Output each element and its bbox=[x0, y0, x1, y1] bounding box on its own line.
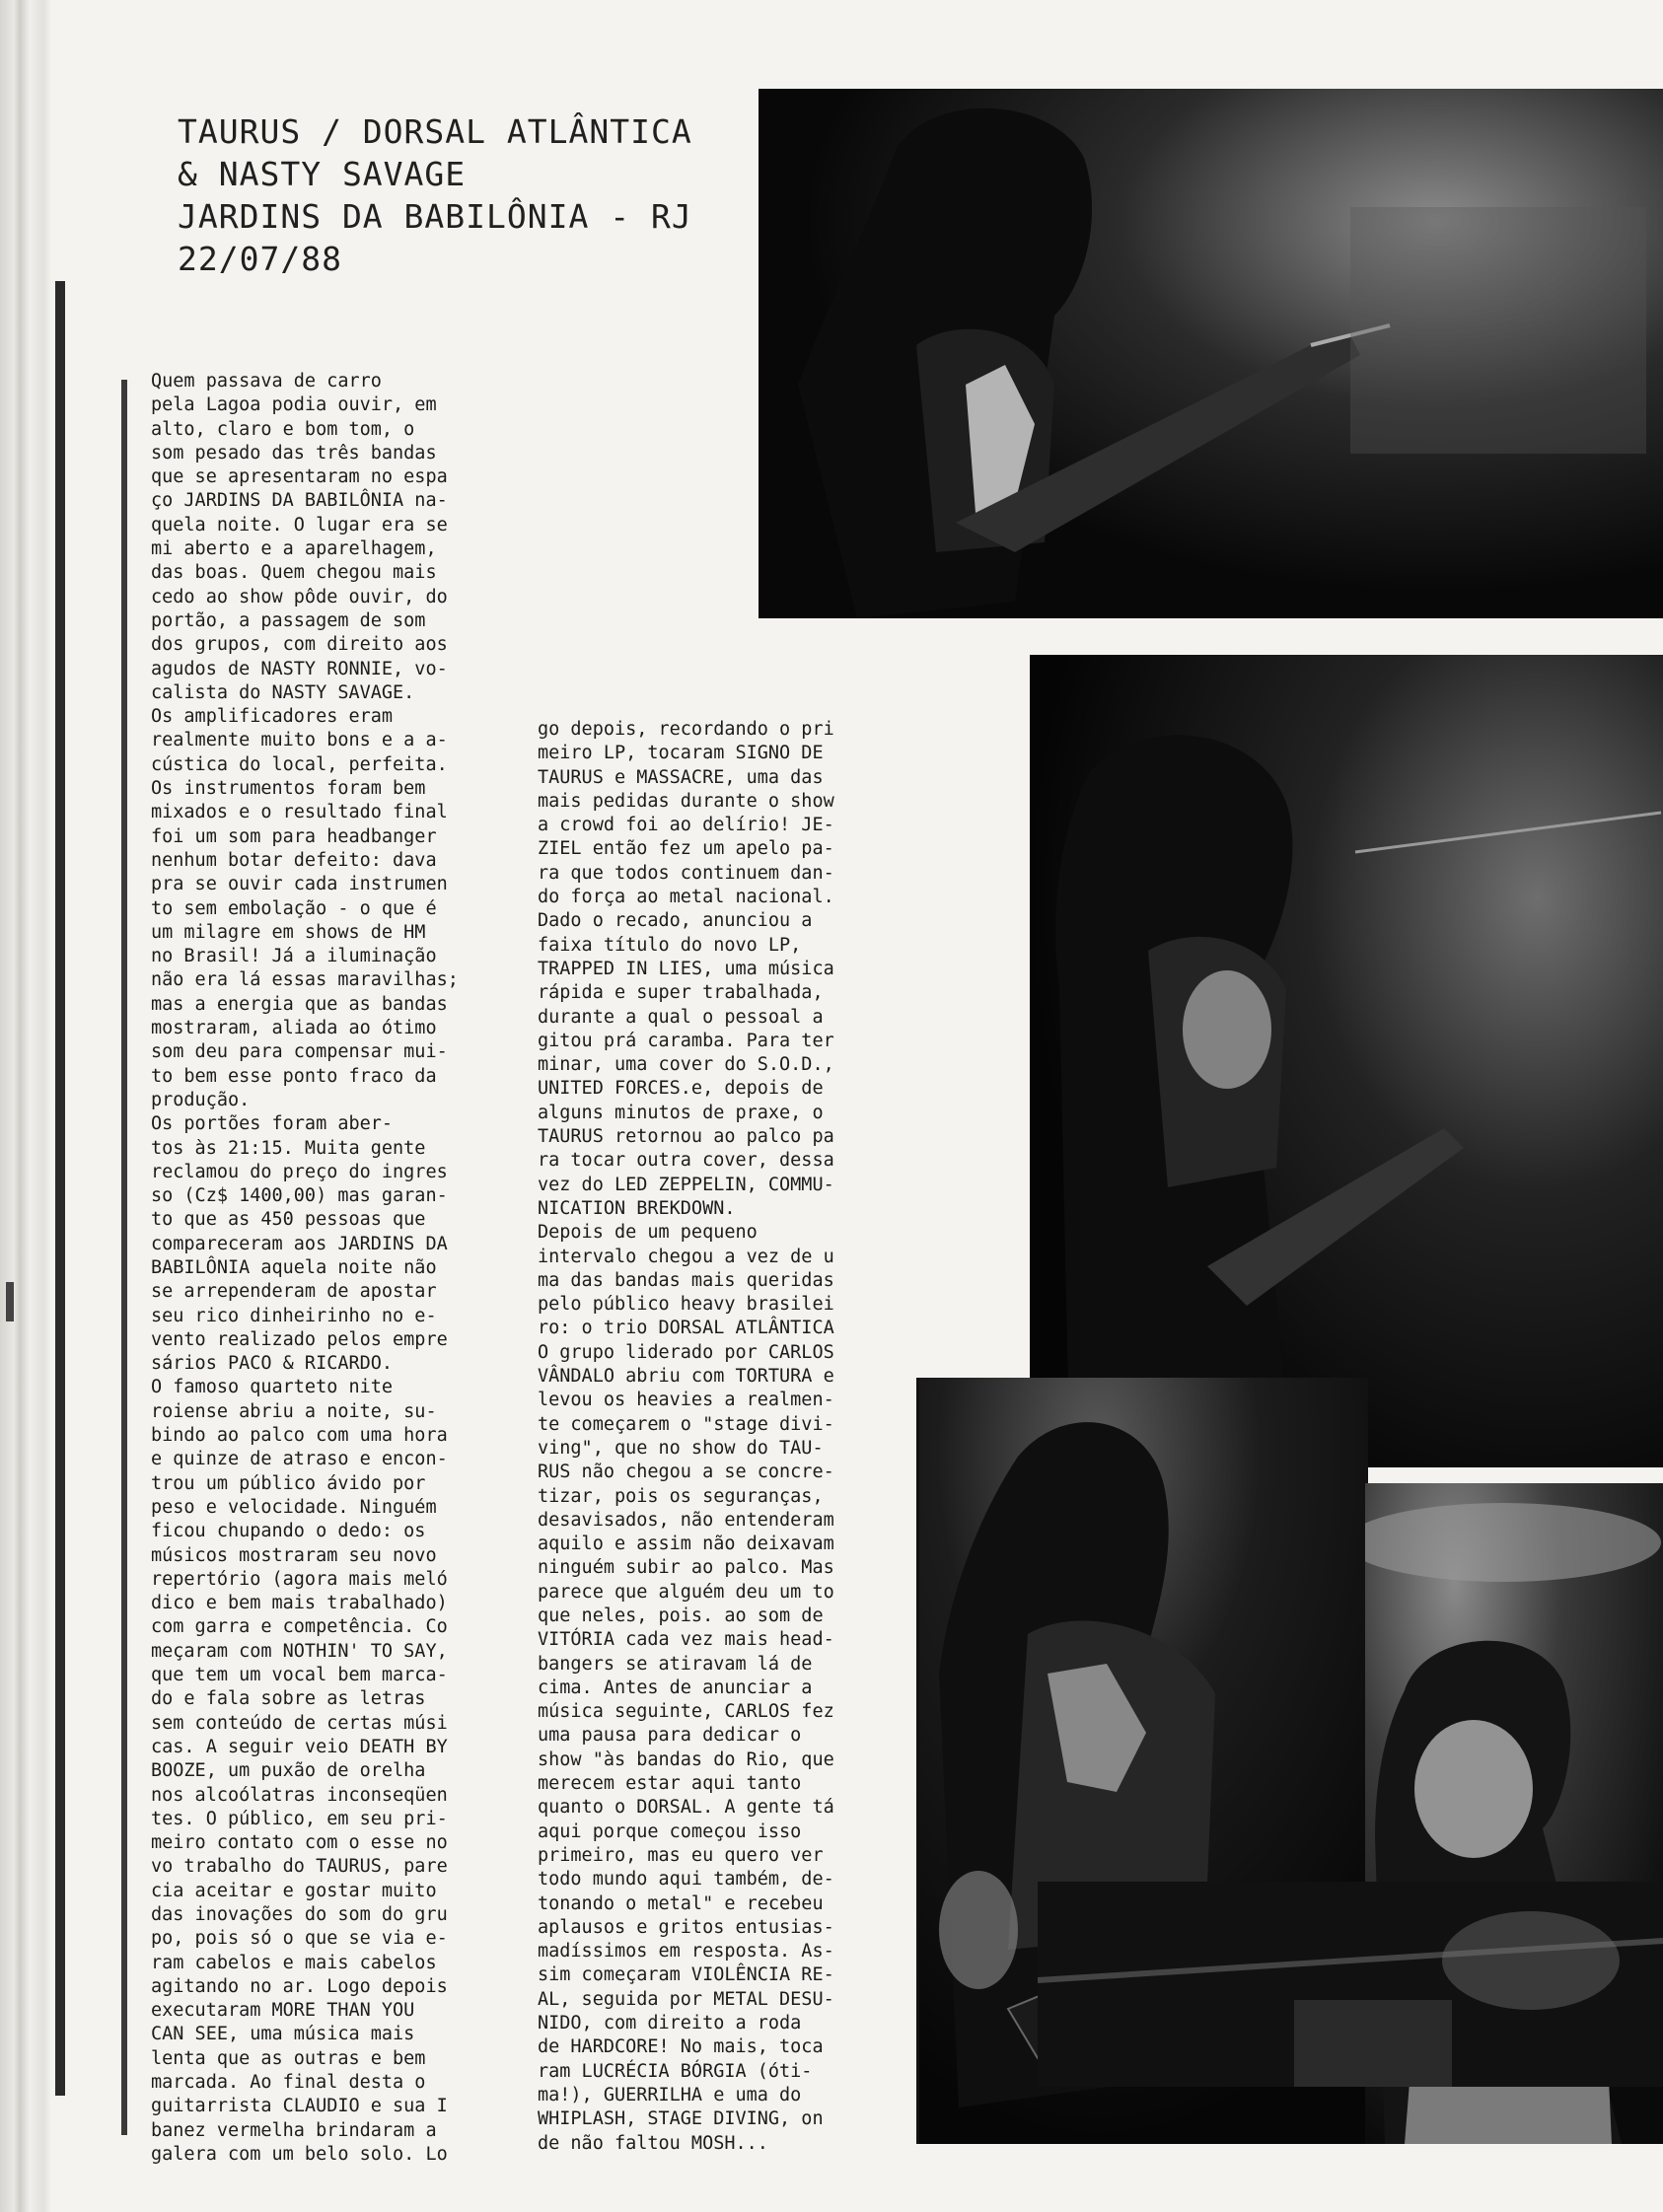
text-line: reclamou do preço do ingres bbox=[151, 1161, 448, 1182]
text-line: um milagre em shows de HM bbox=[151, 921, 426, 943]
text-line: sários PACO & RICARDO. bbox=[151, 1353, 394, 1375]
headline-date: 22/07/88 bbox=[178, 240, 342, 278]
text-line: nenhum botar defeito: dava bbox=[151, 849, 437, 871]
text-line: NIDO, com direito a roda bbox=[538, 2013, 802, 2034]
text-line: do e fala sobre as letras bbox=[151, 1688, 426, 1710]
text-line: bindo ao palco com uma hora bbox=[151, 1425, 448, 1447]
text-line: show "às bandas do Rio, que bbox=[538, 1748, 834, 1770]
text-line: BOOZE, um puxão de orelha bbox=[151, 1760, 426, 1782]
text-line: no Brasil! Já a iluminação bbox=[151, 946, 437, 967]
article-column-2 bbox=[538, 718, 873, 2156]
text-line: O famoso quarteto nite bbox=[151, 1377, 394, 1398]
text-line: aplausos e gritos entusias- bbox=[538, 1916, 834, 1938]
text-line: Depois de um pequeno bbox=[538, 1222, 758, 1244]
text-line: uma pausa para dedicar o bbox=[538, 1725, 802, 1747]
text-line: foi um som para headbanger bbox=[151, 825, 437, 847]
text-line: WHIPLASH, STAGE DIVING, on bbox=[538, 2108, 824, 2130]
concert-photo-guitarist-1 bbox=[759, 89, 1663, 618]
text-line: roiense abriu a noite, su- bbox=[151, 1400, 437, 1422]
text-line: to que as 450 pessoas que bbox=[151, 1209, 426, 1231]
text-line: Quem passava de carro bbox=[151, 371, 382, 392]
text-line: do força ao metal nacional. bbox=[538, 887, 834, 908]
text-line: desavisados, não entenderam bbox=[538, 1509, 834, 1531]
text-line: peso e velocidade. Ninguém bbox=[151, 1496, 437, 1518]
text-line: VÂNDALO abriu com TORTURA e bbox=[538, 1366, 834, 1388]
text-line: vez do LED ZEPPELIN, COMMU- bbox=[538, 1174, 834, 1195]
text-line: TRAPPED IN LIES, uma música bbox=[538, 958, 834, 979]
text-line: lenta que as outras e bem bbox=[151, 2047, 426, 2069]
text-line: BABILÔNIA aquela noite não bbox=[151, 1256, 437, 1278]
text-line: pra se ouvir cada instrumen bbox=[151, 874, 448, 895]
text-line: produção. bbox=[151, 1089, 251, 1110]
text-line: tonando o metal" e recebeu bbox=[538, 1892, 824, 1914]
text-line: po, pois só o que se via e- bbox=[151, 1928, 448, 1950]
text-line: parece que alguém deu um to bbox=[538, 1581, 834, 1603]
text-line: NICATION BREKDOWN. bbox=[538, 1197, 736, 1219]
text-line: música seguinte, CARLOS fez bbox=[538, 1701, 834, 1723]
text-line: banez vermelha brindaram a bbox=[151, 2119, 437, 2141]
text-line: ro: o trio DORSAL ATLÂNTICA bbox=[538, 1318, 834, 1339]
text-line: de não faltou MOSH... bbox=[538, 2132, 768, 2154]
text-line: vo trabalho do TAURUS, pare bbox=[151, 1856, 448, 1878]
text-line: tes. O público, em seu pri- bbox=[151, 1808, 448, 1829]
text-line: nos alcoólatras inconseqüen bbox=[151, 1784, 448, 1806]
text-line: que neles, pois. ao som de bbox=[538, 1605, 824, 1626]
text-line: VITÓRIA cada vez mais head- bbox=[538, 1629, 834, 1651]
text-line: gitou prá caramba. Para ter bbox=[538, 1030, 834, 1051]
text-line: TAURUS e MASSACRE, uma das bbox=[538, 766, 824, 788]
text-line: mais pedidas durante o show bbox=[538, 790, 834, 812]
text-line: primeiro, mas eu quero ver bbox=[538, 1844, 824, 1866]
text-line: seu rico dinheirinho no e- bbox=[151, 1305, 437, 1326]
text-line: rápida e super trabalhada, bbox=[538, 982, 824, 1004]
text-line: bangers se atiravam lá de bbox=[538, 1653, 813, 1675]
text-line: agudos de NASTY RONNIE, vo- bbox=[151, 658, 448, 679]
text-line: Os instrumentos foram bem bbox=[151, 778, 426, 800]
text-line: minar, uma cover do S.O.D., bbox=[538, 1054, 834, 1076]
article-column-1 bbox=[151, 370, 531, 2167]
text-line: repertório (agora mais meló bbox=[151, 1568, 448, 1590]
article-headline bbox=[178, 110, 730, 280]
text-line: cima. Antes de anunciar a bbox=[538, 1677, 813, 1698]
text-line: tos às 21:15. Muita gente bbox=[151, 1137, 426, 1159]
text-line: to sem embolação - o que é bbox=[151, 897, 437, 919]
text-line: se arrependeram de apostar bbox=[151, 1281, 437, 1303]
text-line: meiro contato com o esse no bbox=[151, 1832, 448, 1854]
text-line: a crowd foi ao delírio! JE- bbox=[538, 815, 834, 836]
text-line: ram LUCRÉCIA BÓRGIA (óti- bbox=[538, 2060, 813, 2082]
text-line: faixa título do novo LP, bbox=[538, 934, 802, 956]
text-line: ving", que no show do TAU- bbox=[538, 1437, 824, 1459]
text-line: cas. A seguir veio DEATH BY bbox=[151, 1736, 448, 1757]
text-line: dos grupos, com direito aos bbox=[151, 634, 448, 656]
text-line: merecem estar aqui tanto bbox=[538, 1773, 802, 1795]
text-line: realmente muito bons e a a- bbox=[151, 730, 448, 751]
text-line: mostraram, aliada ao ótimo bbox=[151, 1018, 437, 1039]
text-line: meçaram com NOTHIN' TO SAY, bbox=[151, 1640, 448, 1662]
headline-line-1: TAURUS / DORSAL ATLÂNTICA bbox=[178, 112, 692, 151]
text-line: som deu para compensar mui- bbox=[151, 1041, 448, 1063]
text-line: som pesado das três bandas bbox=[151, 442, 437, 464]
text-line: levou os heavies a realmen- bbox=[538, 1390, 834, 1411]
text-line: to bem esse ponto fraco da bbox=[151, 1065, 437, 1087]
text-line: galera com um belo solo. Lo bbox=[151, 2143, 448, 2165]
text-line: quanto o DORSAL. A gente tá bbox=[538, 1797, 834, 1819]
text-line: músicos mostraram seu novo bbox=[151, 1544, 437, 1566]
text-line: ma!), GUERRILHA e uma do bbox=[538, 2084, 802, 2105]
text-line: mixados e o resultado final bbox=[151, 802, 448, 823]
text-line: madíssimos em resposta. As- bbox=[538, 1941, 834, 1962]
text-line: AL, seguida por METAL DESU- bbox=[538, 1988, 834, 2010]
text-line: so (Cz$ 1400,00) mas garan- bbox=[151, 1185, 448, 1207]
page-edge bbox=[0, 0, 51, 2212]
text-line: das inovações do som do gru bbox=[151, 1904, 448, 1925]
text-line: quela noite. O lugar era se bbox=[151, 514, 448, 535]
text-line: ZIEL então fez um apelo pa- bbox=[538, 838, 834, 860]
concert-photo-bottom-strip bbox=[1038, 1882, 1663, 2087]
text-line: dico e bem mais trabalhado) bbox=[151, 1593, 448, 1614]
text-line: ra tocar outra cover, dessa bbox=[538, 1150, 834, 1172]
text-line: Os amplificadores eram bbox=[151, 706, 394, 728]
text-line: TAURUS retornou ao palco pa bbox=[538, 1126, 834, 1148]
margin-mark bbox=[6, 1282, 14, 1321]
text-line: aquilo e assim não deixavam bbox=[538, 1534, 834, 1555]
text-line: mi aberto e a aparelhagem, bbox=[151, 538, 437, 560]
text-line: que tem um vocal bem marca- bbox=[151, 1665, 448, 1686]
text-line: compareceram aos JARDINS DA bbox=[151, 1233, 448, 1254]
text-line: com garra e competência. Co bbox=[151, 1616, 448, 1638]
left-margin-bar bbox=[55, 281, 65, 2096]
text-line: alguns minutos de praxe, o bbox=[538, 1102, 824, 1123]
text-line: cedo ao show pôde ouvir, do bbox=[151, 586, 448, 607]
text-line: marcada. Ao final desta o bbox=[151, 2072, 426, 2094]
text-line: durante a qual o pessoal a bbox=[538, 1006, 824, 1028]
text-line: UNITED FORCES.e, depois de bbox=[538, 1078, 824, 1100]
text-line: ficou chupando o dedo: os bbox=[151, 1521, 426, 1542]
text-line: O grupo liderado por CARLOS bbox=[538, 1341, 834, 1363]
text-line: ço JARDINS DA BABILÔNIA na- bbox=[151, 490, 448, 512]
text-line: sem conteúdo de certas músi bbox=[151, 1712, 448, 1734]
text-line: não era lá essas maravilhas; bbox=[151, 969, 459, 991]
text-line: que se apresentaram no espa bbox=[151, 466, 448, 488]
text-line: meiro LP, tocaram SIGNO DE bbox=[538, 743, 824, 764]
headline-line-3: JARDINS DA BABILÔNIA - RJ bbox=[178, 197, 692, 236]
text-line: executaram MORE THAN YOU bbox=[151, 2000, 415, 2022]
text-line: ram cabelos e mais cabelos bbox=[151, 1952, 437, 1973]
text-line: alto, claro e bom tom, o bbox=[151, 418, 415, 440]
headline-line-2: & NASTY SAVAGE bbox=[178, 155, 467, 193]
text-line: mas a energia que as bandas bbox=[151, 993, 448, 1015]
text-line: ra que todos continuem dan- bbox=[538, 862, 834, 884]
text-line: cia aceitar e gostar muito bbox=[151, 1880, 437, 1901]
text-line: das boas. Quem chegou mais bbox=[151, 562, 437, 584]
text-line: tizar, pois os seguranças, bbox=[538, 1485, 824, 1507]
text-line: e quinze de atraso e encon- bbox=[151, 1449, 448, 1470]
text-line: aqui porque começou isso bbox=[538, 1820, 802, 1842]
text-line: agitando no ar. Logo depois bbox=[151, 1975, 448, 1997]
text-line: ninguém subir ao palco. Mas bbox=[538, 1557, 834, 1579]
text-line: go depois, recordando o pri bbox=[538, 719, 834, 740]
text-line: pelo público heavy brasilei bbox=[538, 1294, 834, 1316]
concert-photo-guitarist-2 bbox=[1030, 655, 1663, 1467]
text-line: RUS não chegou a se concre- bbox=[538, 1462, 834, 1483]
text-line: vento realizado pelos empre bbox=[151, 1328, 448, 1350]
text-line: ma das bandas mais queridas bbox=[538, 1269, 834, 1291]
text-line: intervalo chegou a vez de u bbox=[538, 1246, 834, 1267]
text-line: cústica do local, perfeita. bbox=[151, 753, 448, 775]
text-line: todo mundo aqui também, de- bbox=[538, 1869, 834, 1891]
text-line: guitarrista CLAUDIO e sua I bbox=[151, 2096, 448, 2117]
text-line: te começarem o "stage divi- bbox=[538, 1413, 834, 1435]
text-line: trou um público ávido por bbox=[151, 1472, 426, 1494]
text-line: Dado o recado, anunciou a bbox=[538, 910, 813, 932]
text-line: de HARDCORE! No mais, toca bbox=[538, 2036, 824, 2058]
text-line: portão, a passagem de som bbox=[151, 609, 426, 631]
text-line: calista do NASTY SAVAGE. bbox=[151, 681, 415, 703]
text-line: sim começaram VIOLÊNCIA RE- bbox=[538, 1964, 834, 1986]
text-line: Os portões foram aber- bbox=[151, 1113, 394, 1135]
text-line: CAN SEE, uma música mais bbox=[151, 2024, 415, 2045]
text-line: pela Lagoa podia ouvir, em bbox=[151, 394, 437, 416]
column-rule bbox=[121, 380, 127, 2135]
